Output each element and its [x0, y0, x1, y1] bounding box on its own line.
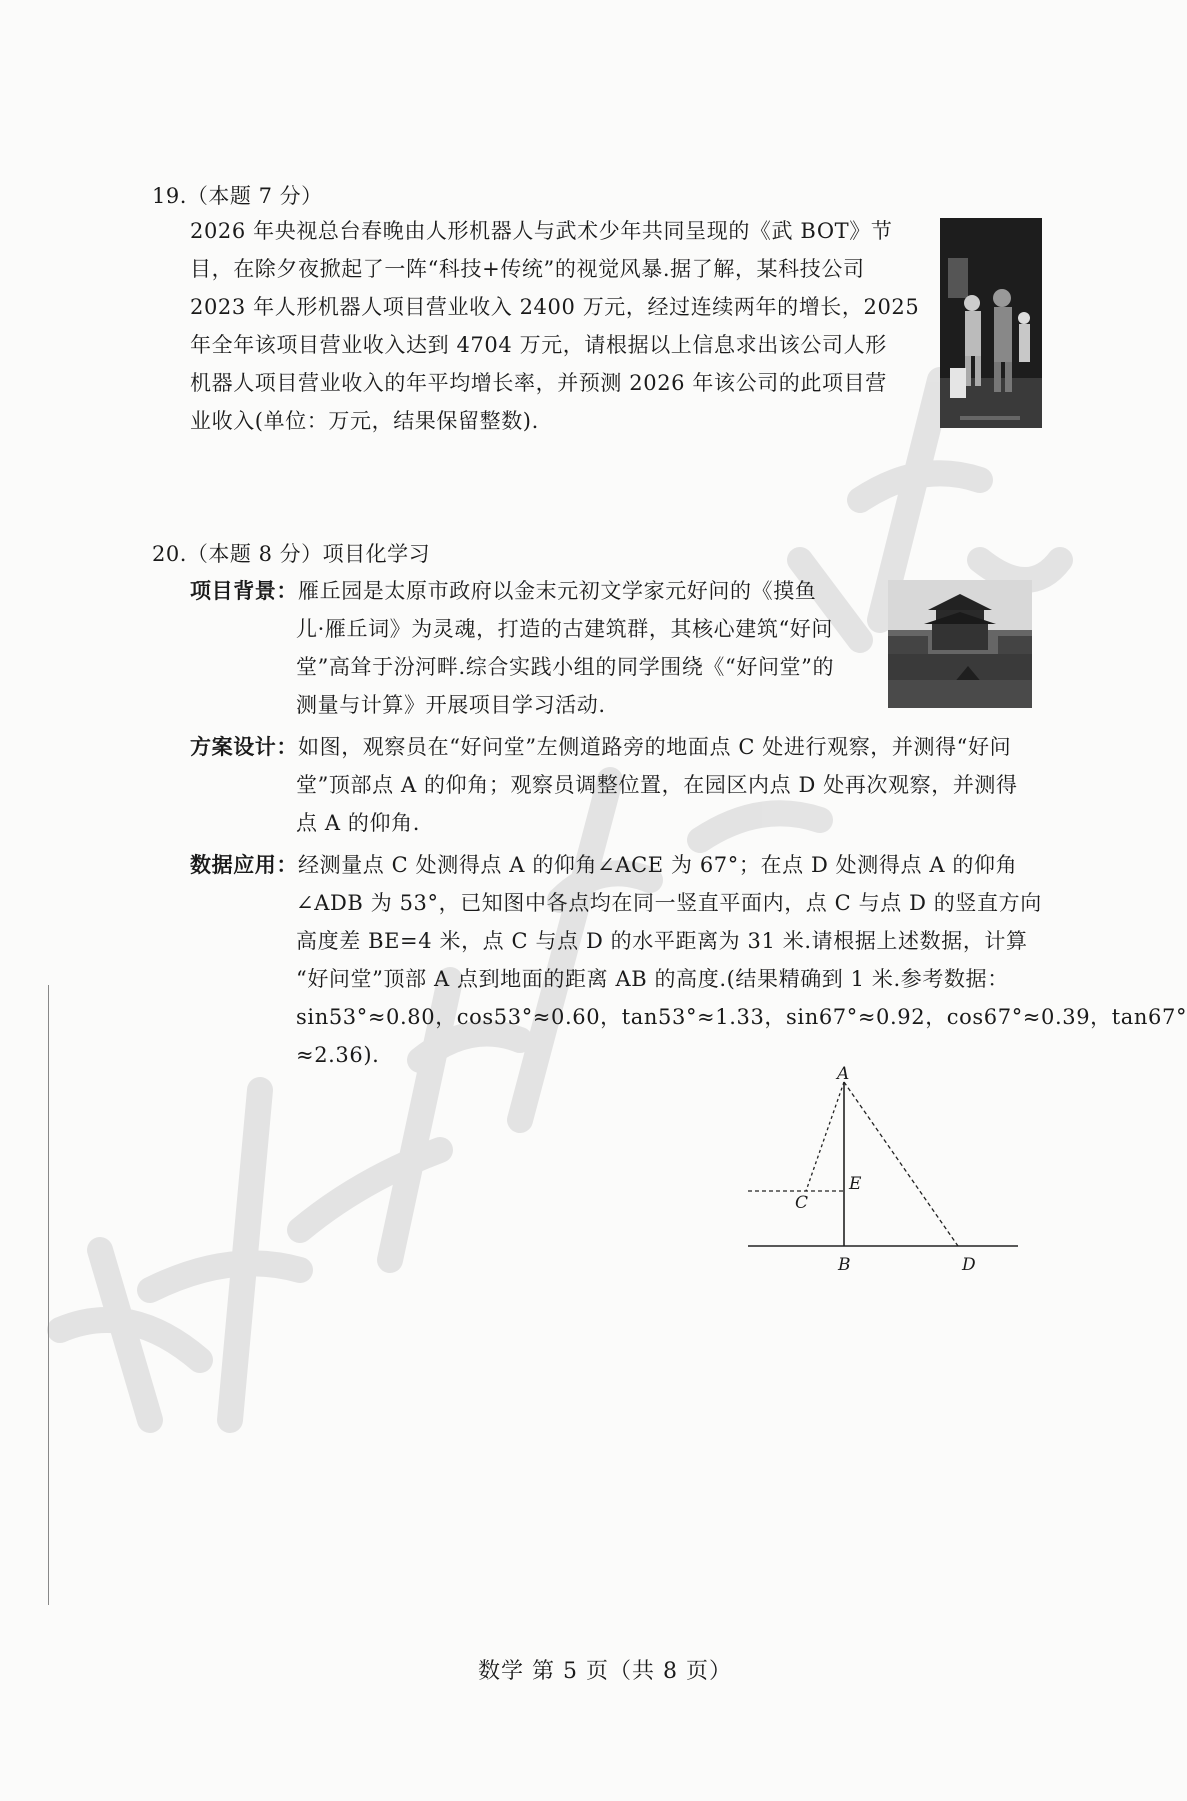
label-b: B: [838, 1255, 851, 1275]
label-e: E: [849, 1174, 862, 1194]
background-line: 测量与计算》开展项目学习活动.: [296, 693, 606, 717]
sight-line-da: [844, 1082, 958, 1246]
data-line: ≈2.36).: [296, 1043, 380, 1067]
background-line: 雁丘园是太原市政府以金末元初文学家元好问的《摸鱼: [298, 579, 817, 603]
q20-design: [190, 728, 1018, 842]
q19-line: 2023 年人形机器人项目营业收入 2400 万元，经过连续两年的增长，2025: [190, 295, 920, 319]
ancient-building-photo: [888, 580, 1032, 708]
q19-heading: 19.（本题 7 分）: [152, 184, 323, 208]
data-line: “好问堂”顶部 A 点到地面的距离 AB 的高度.(结果精确到 1 米.参考数据：: [296, 967, 1009, 991]
design-line: 堂”顶部点 A 的仰角；观察员调整位置，在园区内点 D 处再次观察，并测得: [296, 773, 1018, 797]
robot-performance-photo: [940, 218, 1042, 428]
geometry-diagram: [740, 1058, 1030, 1288]
q19-body: [190, 212, 919, 440]
data-line: ∠ADB 为 53°，已知图中各点均在同一竖直平面内，点 C 与点 D 的竖直方向: [296, 891, 1042, 915]
q19-line: 业收入(单位：万元，结果保留整数).: [190, 409, 539, 433]
data-label: 数据应用：: [190, 853, 298, 877]
sight-line-ca: [806, 1082, 844, 1191]
background-line: 堂”高耸于汾河畔.综合实践小组的同学围绕《“好问堂”的: [296, 655, 835, 679]
page-footer: 数学 第 5 页（共 8 页）: [478, 1659, 732, 1684]
data-line: 高度差 BE=4 米，点 C 与点 D 的水平距离为 31 米.请根据上述数据，计算: [296, 929, 1028, 953]
design-label: 方案设计：: [190, 735, 298, 759]
label-a: A: [837, 1064, 850, 1084]
design-line: 点 A 的仰角.: [296, 811, 420, 835]
q19-line: 机器人项目营业收入的年平均增长率，并预测 2026 年该公司的此项目营: [190, 371, 887, 395]
q19-line: 年全年该项目营业收入达到 4704 万元，请根据以上信息求出该公司人形: [190, 333, 887, 357]
label-d: D: [962, 1255, 976, 1275]
data-line: 经测量点 C 处测得点 A 的仰角∠ACE 为 67°；在点 D 处测得点 A 的仰角: [298, 853, 1018, 877]
q19-line: 目，在除夕夜掀起了一阵“科技+传统”的视觉风暴.据了解，某科技公司: [190, 257, 865, 281]
data-line: sin53°≈0.80，cos53°≈0.60，tan53°≈1.33，sin67°≈0.92，cos67°≈0.39，tan67°: [296, 1005, 1187, 1029]
q20-data: [190, 846, 1187, 1074]
background-line: 儿·雁丘词》为灵魂，打造的古建筑群，其核心建筑“好问: [296, 617, 834, 641]
scan-margin-line: [48, 985, 49, 1605]
q19-line: 2026 年央视总台春晚由人形机器人与武术少年共同呈现的《武 BOT》节: [190, 219, 893, 243]
q20-background: [190, 572, 834, 724]
label-c: C: [795, 1193, 809, 1213]
background-label: 项目背景：: [190, 579, 298, 603]
q20-heading: 20.（本题 8 分）项目化学习: [152, 542, 431, 566]
design-line: 如图，观察员在“好问堂”左侧道路旁的地面点 C 处进行观察，并测得“好问: [298, 735, 1012, 759]
